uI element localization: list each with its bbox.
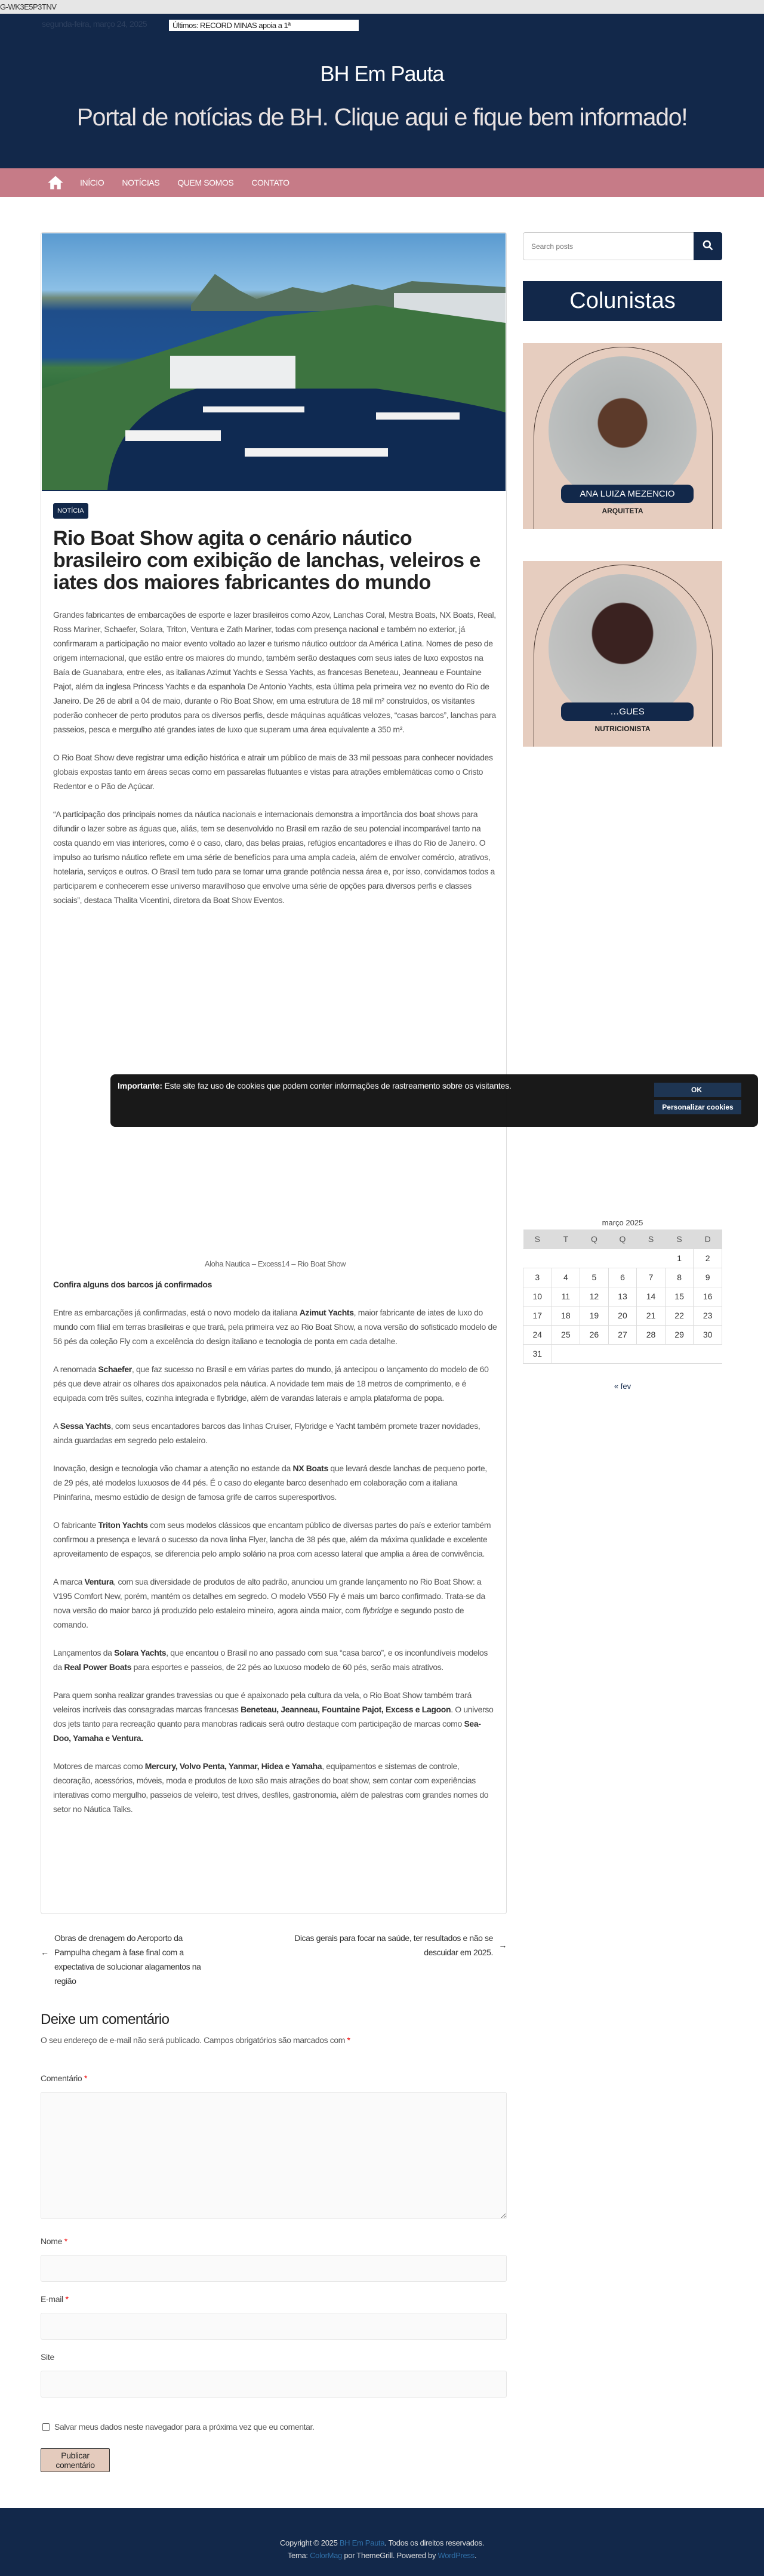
calendar-day: 22 [665,1306,694,1325]
site-label: Site [41,2352,54,2362]
comment-form [41,2011,507,2470]
search-input[interactable] [523,232,694,260]
required-mark: * [64,2236,67,2246]
article-card [41,232,507,1914]
arrow-right-icon: → [498,1940,507,1950]
calendar-day: 9 [694,1268,722,1287]
article-title: Rio Boat Show agita o cenário náutico brasileiro com exibição de lanchas, veleiros e iates dos maiores fabricantes do mundo [53,527,480,594]
calendar-week [523,1249,722,1268]
copyright-text: Copyright © 2025 [279,2538,340,2547]
paragraph-text: , que faz sucesso no Brasil e em várias partes do mundo, já antecipou o lançamento do modelo de 60 pés que deve atrair os olhares dos apaixonados pela náutica. A novidade tem mais de 18 metros de comprimento, e é equipada com três suítes, cozinha integrada e flybridge, além de varandas laterais e ampla plataforma de popa. [53,1364,489,1403]
required-mark: * [84,2073,88,2083]
calendar-day: 29 [665,1325,694,1344]
save-data-checkbox[interactable] [42,2422,314,2432]
calendar-week [523,1344,722,1363]
calendar-day [580,1344,609,1363]
search-icon [702,239,714,251]
calendar-day: 11 [552,1287,580,1306]
comment-label [41,2073,87,2083]
paragraph-text: O fabricante [53,1520,98,1530]
main-nav [0,168,764,197]
weekday-header: S [665,1230,694,1249]
comment-heading: Deixe um comentário [41,2011,170,2027]
email-input[interactable] [41,2313,507,2340]
article-paragraph [53,1646,497,1674]
tracking-id-text: G-WK3E5P3TNV [0,0,764,14]
paragraph-text: A [53,1421,60,1431]
cookie-text: Este site faz uso de cookies que podem conter informações de rastreamento sobre os visitantes. [162,1081,512,1090]
paragraph-text: , maior fabricante de iates de luxo do mundo com filial em terras brasileiras e que trará, pela primeira vez ao Rio Boat Show, a nova versão do sofisticado modelo de 56 pés da coleção Fly com a excelência do design italiano e tecnologia de ponta em cada detalhe. [53,1308,497,1346]
calendar-day [523,1249,552,1268]
calendar-day [580,1249,609,1268]
calendar-widget [523,1218,722,1391]
article-paragraph: “A participação dos principais nomes da náutica nacionais e internacionais demonstra a importância dos boat shows para difundir o lazer sobre as águas que, aliás, tem se desenvolvido no Brasil em razão de seu potencial incomparável tanto na costa quando em vias interiores, como é o caso, claro, das belas praias, refúgios encantadores e ilhas do Rio de Janeiro. O impulso ao turismo náutico reflete em uma série de benefícios para uma ampla cadeia, além de envolver comércio, atrativos, hotelaria, serviços e outros. O Brasil tem tudo para se tornar uma grande potência nessa área e, por isso, convidamos todos a participarem e conhecerem esse universo maravilhoso que envolve uma série de opções para diversos perfis e classes sociais”, destaca Thalita Vicentini, diretora da Boat Show Eventos. [53,809,495,905]
calendar-day: 30 [694,1325,722,1344]
search-form [523,232,722,260]
video-caption: Aloha Nautica – Excess14 – Rio Boat Show [204,1259,346,1268]
calendar-table [523,1230,722,1364]
article-body-bottom [53,1277,497,1830]
checkbox-label: Salvar meus dados neste navegador para a próxima vez que eu comentar. [54,2422,315,2432]
calendar-day: 24 [523,1325,552,1344]
article-paragraph: Grandes fabricantes de embarcações de esporte e lazer brasileiros como Azov, Lanchas Coral, Mestra Boats, NX Boats, Real, Ross Mariner, Schaefer, Solara, Triton, Ventura e Zath Mariner, todas com presença nacional e também no exterior, já confirmaram a participação no maior evento voltado ao lazer e turismo náutico outdoor da América Latina. Nomes de peso de origem internacional, que estão entre os maiores do mundo, também serão destaques com seus iates de luxo expostos na Baía de Guanabara, entre eles, as italianas Azimut Yachts e Sessa Yachts, as francesas Beneteau, Jeanneau e Fountaine Pajot, além da inglesa Princess Yachts e da espanhola De Antonio Yachts, esta última pela primeira vez no evento do Rio de Janeiro. De 26 de abril a 04 de maio, durante o Rio Boat Show, em uma estrutura de 18 mil m² construídos, os visitantes poderão conhecer de perto produtos para os diversos perfis, desde máquinas aquáticas velozes, “casas barcos”, lanchas para passeios, pesca e mergulho até grandes iates de luxo que superam uma área equivalente a 350 m². [53,610,496,734]
cookie-message [118,1081,643,1090]
calendar-prev-month-link[interactable]: « fev [614,1381,631,1391]
bold-text: Sea-Doo, Yamaha e Ventura. [53,1719,481,1743]
weekday-header: S [637,1230,666,1249]
marina-photo [42,233,506,491]
arrow-left-icon: ← [41,1948,49,1957]
email-label [41,2294,69,2304]
bold-text: NX Boats [292,1463,328,1473]
calendar-day: 21 [637,1306,666,1325]
cookie-important: Importante: [118,1081,162,1090]
note-text: O seu endereço de e-mail não será publicado. Campos obrigatórios são marcados com [41,2035,345,2045]
submit-comment-button[interactable]: Publicar comentário [41,2448,110,2472]
article-paragraph [53,1277,497,1292]
calendar-day: 12 [580,1287,609,1306]
paragraph-text: Entre as embarcações já confirmadas, está o novo modelo da italiana [53,1308,300,1317]
columnist-role: NUTRICIONISTA [594,725,651,733]
paragraph-text: , equipamentos e sistemas de controle, decoração, acessórios, móveis, moda e produtos de luxo são mais atrações do boat show, sem contar com experiências interativas como mergulho, passeios de veleiro, test drives, desfiles, gastronomia, além de palestras com grandes nomes do setor no Náutica Talks. [53,1761,489,1814]
calendar-day: 31 [523,1344,552,1363]
cookie-banner [110,1074,758,1127]
next-post-title[interactable]: Dicas gerais para focar na saúde, ter resultados e não se descuidar em 2025. [294,1933,493,1957]
cookie-customize-button[interactable]: Personalizar cookies [654,1100,741,1114]
weekday-header: T [552,1230,580,1249]
calendar-day [637,1249,666,1268]
nav-noticias[interactable]: NOTÍCIAS [122,178,160,187]
checkbox[interactable] [42,2423,50,2431]
article-paragraph [53,1518,497,1561]
paragraph-text: com seus modelos clássicos que encantam público de diversas partes do país e exterior também confirmou a presença e levará o sucesso da nova linha Flyer, lancha de 38 pés que, além da máxima qualidade e excelente aproveitamento de espaços, se diferencia pelo amplo solário na proa com acesso lateral que amplia a área de convivência. [53,1520,491,1558]
article-paragraph [53,1305,497,1348]
colunistas-banner: Colunistas [523,281,722,321]
header-date: segunda-feira, março 24, 2025 [42,19,147,29]
article-paragraph [53,1574,497,1632]
article-featured-image [42,233,506,491]
paragraph-text: Inovação, design e tecnologia vão chamar a atenção no estande da [53,1463,293,1473]
calendar-day: 2 [694,1249,722,1268]
calendar-day [608,1344,637,1363]
calendar-day: 17 [523,1306,552,1325]
paragraph-text: A renomada [53,1364,98,1374]
bold-text: Triton Yachts [98,1520,148,1530]
calendar-day: 1 [665,1249,694,1268]
calendar-day: 27 [608,1325,637,1344]
calendar-week [523,1268,722,1287]
footer-site-link[interactable]: BH Em Pauta [339,2538,385,2547]
paragraph-text: para esportes e passeios, de 22 pés ao luxuoso modelo de 60 pés, serão mais atrativos. [131,1662,443,1672]
paragraph-text: , com seus encantadores barcos das linhas Cruiser, Flybridge e Yacht também promete trazer novidades, ainda guardadas em segredo pelo estaleiro. [53,1421,480,1445]
theme-text: Tema: [287,2551,310,2560]
weekday-header: S [523,1230,552,1249]
nav-inicio[interactable]: INÍCIO [80,178,104,187]
site-footer [0,2508,764,2576]
article-paragraph [53,1688,497,1745]
weekday-header: D [694,1230,722,1249]
bold-text: Real Power Boats [64,1662,132,1672]
calendar-day [552,1344,580,1363]
cookie-ok-button[interactable]: OK [654,1083,741,1097]
comment-note [41,2035,507,2045]
calendar-day: 15 [665,1287,694,1306]
calendar-day: 18 [552,1306,580,1325]
article-paragraph [53,1362,497,1405]
paragraph-text: Motores de marcas como [53,1761,145,1771]
article-paragraph [53,1759,497,1816]
columnist-card[interactable] [523,561,722,747]
wordpress-link[interactable]: WordPress [438,2551,475,2560]
calendar-week [523,1306,722,1325]
bold-text: Mercury, Volvo Penta, Yanmar, Hidea e Yamaha [144,1761,322,1771]
calendar-week [523,1325,722,1344]
nav-quem-somos[interactable]: QUEM SOMOS [177,178,234,187]
calendar-day: 3 [523,1268,552,1287]
calendar-day [694,1344,722,1363]
calendar-day: 20 [608,1306,637,1325]
calendar-day: 4 [552,1268,580,1287]
label-text: Nome [41,2236,63,2246]
paragraph-text: que levará desde lanchas de pequeno porte, de 29 pés, até modelos luxuosos de 44 pés. É o caso do elegante barco desenhado em colaboração com a italiana Pininfarina, mesmo estúdio de design de famosa grife de carros superesportivos. [53,1463,487,1502]
required-mark: * [347,2035,350,2045]
site-tagline[interactable]: Portal de notícias de BH. Clique aqui e fique bem informado! [76,103,688,131]
home-icon[interactable] [47,174,64,192]
bold-text: Azimut Yachts [299,1308,354,1317]
columnist-photo [549,356,697,504]
calendar-day [637,1344,666,1363]
calendar-caption: março 2025 [602,1218,643,1227]
search-button[interactable] [694,232,722,260]
calendar-day: 19 [580,1306,609,1325]
theme-link[interactable]: ColorMag [310,2551,343,2560]
theme-text: . [474,2551,477,2560]
calendar-day: 6 [608,1268,637,1287]
bold-text: Confira alguns dos barcos já confirmados [53,1280,212,1289]
weekday-header: Q [608,1230,637,1249]
calendar-day [552,1249,580,1268]
required-mark: * [65,2294,69,2304]
site-header [0,14,764,168]
name-input[interactable] [41,2255,507,2282]
calendar-week [523,1287,722,1306]
calendar-day: 10 [523,1287,552,1306]
columnist-name: …GUES [561,702,694,721]
paragraph-text: , com sua diversidade de produtos de alto padrão, anunciou um grande lançamento no Rio Boat Show: a V195 Comfort New, porém, mantém os detalhes em segredo. O modelo V550 Fly é mais um barco confirmado. Trata-se da nova versão do maior barco já produzido pelo estaleiro mineiro, agora ainda maior, com [53,1577,485,1615]
bold-text: Schaefer [98,1364,132,1374]
calendar-day: 7 [637,1268,666,1287]
paragraph-text: Para quem sonha realizar grandes travessias ou que é apaixonado pela cultura da vela, o Rio Boat Show também trará veleiros incríveis das consagradas marcas francesas [53,1690,472,1714]
calendar-day: 25 [552,1325,580,1344]
site-title[interactable]: BH Em Pauta [320,61,444,86]
calendar-day: 13 [608,1287,637,1306]
weekday-header: Q [580,1230,609,1249]
columnist-card[interactable] [523,343,722,529]
nav-contato[interactable]: CONTATO [251,178,289,187]
paragraph-text: Lançamentos da [53,1648,115,1657]
article-body-top [53,608,497,921]
copyright-line [0,2537,764,2549]
bold-text: Solara Yachts [114,1648,167,1657]
bold-text: Beneteau, Jeanneau, Fountaine Pajot, Excess e Lagoon [241,1705,451,1714]
article-paragraph [53,1419,497,1447]
calendar-day: 14 [637,1287,666,1306]
calendar-day: 23 [694,1306,722,1325]
previous-post-title[interactable]: Obras de drenagem do Aeroporto da Pampulha chegam à fase final com a expectativa de solucionar alagamentos na região [54,1933,201,1986]
calendar-day: 16 [694,1287,722,1306]
name-label [41,2236,67,2246]
article-paragraph: O Rio Boat Show deve registrar uma edição histórica e atrair um público de mais de 33 mil pessoas para conhecer novidades globais expostas tanto em áreas secas como em passarelas flutuantes e vistas para atrações emblemáticas como o Cristo Redentor e o Pão de Açúcar. [53,753,493,791]
calendar-day: 28 [637,1325,666,1344]
columnist-photo [549,574,697,722]
calendar-day: 8 [665,1268,694,1287]
bold-text: Ventura [84,1577,114,1586]
paragraph-text: A marca [53,1577,85,1586]
comment-textarea[interactable] [41,2092,507,2219]
columnist-role: ARQUITETA [602,507,643,515]
paragraph-text: . O universo dos jets tanto para recreação quanto para manobras radicais será outro destaque com participação de marcas como [53,1705,494,1728]
paragraph-text: e segundo posto de comando. [53,1606,464,1629]
category-badge[interactable]: NOTÍCIA [53,503,88,519]
columnist-name: ANA LUIZA MEZENCIO [561,485,694,503]
theme-text: por ThemeGrill. Powered by [342,2551,438,2560]
calendar-day [665,1344,694,1363]
previous-post-link[interactable] [41,1931,214,1988]
paragraph-text: flybridge [362,1606,392,1615]
site-input[interactable] [41,2371,507,2398]
copyright-text: . Todos os direitos reservados. [384,2538,485,2547]
calendar-day: 5 [580,1268,609,1287]
theme-line [0,2549,764,2562]
calendar-day [608,1249,637,1268]
bold-text: Sessa Yachts [60,1421,111,1431]
news-ticker[interactable]: Últimos: RECORD MINAS apoia a 1ª [169,20,359,31]
label-text: Comentário [41,2073,82,2083]
article-paragraph [53,1461,497,1504]
paragraph-text: , que encantou o Brasil no ano passado com sua “casa barco”, e os inconfundíveis modelos da [53,1648,488,1672]
calendar-day: 26 [580,1325,609,1344]
next-post-link[interactable] [274,1931,507,1959]
label-text: E-mail [41,2294,63,2304]
